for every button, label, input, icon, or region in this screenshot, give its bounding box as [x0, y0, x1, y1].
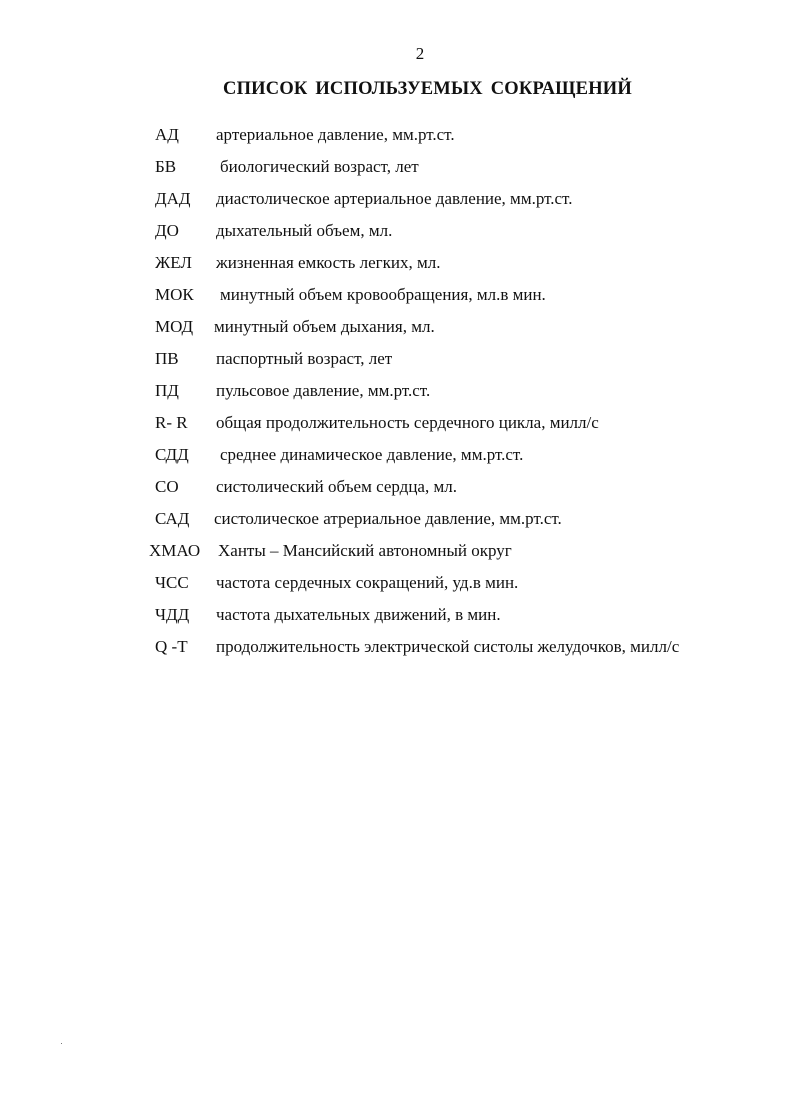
abbreviation-row — [0, 631, 793, 663]
abbreviation-definition: дыхательный объем, мл. — [216, 221, 393, 240]
abbreviation-definition: паспортный возраст, лет — [216, 349, 393, 368]
abbreviation-list — [0, 119, 793, 663]
abbreviation-row — [0, 375, 793, 407]
abbreviation-row — [0, 567, 793, 599]
abbreviation-term: ПД — [155, 381, 179, 400]
abbreviation-definition: минутный объем дыхания, мл. — [214, 317, 435, 336]
abbreviation-row — [0, 279, 793, 311]
abbreviation-term: ДО — [155, 221, 179, 240]
abbreviation-term: ХМАО — [149, 541, 201, 560]
abbreviation-term: Q -T — [155, 637, 188, 656]
abbreviation-row — [0, 151, 793, 183]
abbreviation-definition: частота дыхательных движений, в мин. — [216, 605, 501, 624]
abbreviation-row — [0, 215, 793, 247]
abbreviation-row — [0, 599, 793, 631]
abbreviation-row — [0, 119, 793, 151]
abbreviation-row — [0, 407, 793, 439]
abbreviation-definition: артериальное давление, мм.рт.ст. — [216, 125, 455, 144]
abbreviation-term: АД — [155, 125, 179, 144]
abbreviation-definition: среднее динамическое давление, мм.рт.ст. — [220, 445, 524, 464]
abbreviation-term: БВ — [155, 157, 177, 176]
abbreviation-definition: систолический объем сердца, мл. — [216, 477, 457, 496]
abbreviation-term: ЧСС — [155, 573, 189, 592]
abbreviation-term: СО — [155, 477, 179, 496]
abbreviation-term: R- R — [155, 413, 188, 432]
abbreviation-definition: жизненная емкость легких, мл. — [216, 253, 441, 272]
abbreviation-row — [0, 471, 793, 503]
abbreviation-definition: биологический возраст, лет — [220, 157, 419, 176]
abbreviation-term: ЖЕЛ — [155, 253, 192, 272]
abbreviation-definition: Ханты – Мансийский автономный округ — [218, 541, 512, 560]
page-title: СПИСОК ИСПОЛЬЗУЕМЫХ СОКРАЩЕНИЙ — [223, 79, 632, 99]
abbreviation-definition: минутный объем кровообращения, мл.в мин. — [220, 285, 546, 304]
abbreviation-definition: систолическое атрериальное давление, мм.рт.ст. — [214, 509, 562, 528]
abbreviation-row — [0, 311, 793, 343]
abbreviation-row — [0, 343, 793, 375]
scan-speck — [61, 1043, 62, 1044]
abbreviation-term: ЧДД — [155, 605, 190, 624]
abbreviation-term: ПВ — [155, 349, 179, 368]
abbreviation-term: ДАД — [155, 189, 191, 208]
abbreviation-term: САД — [155, 509, 190, 528]
abbreviation-row — [0, 503, 793, 535]
abbreviation-term: МОД — [155, 317, 194, 336]
abbreviation-term: СДД — [155, 445, 189, 464]
abbreviation-definition: пульсовое давление, мм.рт.ст. — [216, 381, 431, 400]
page-number: 2 — [415, 44, 425, 63]
abbreviation-definition: частота сердечных сокращений, уд.в мин. — [216, 573, 519, 592]
abbreviation-term: МОК — [155, 285, 194, 304]
abbreviation-row — [0, 247, 793, 279]
abbreviation-definition: общая продолжительность сердечного цикла, милл/с — [216, 413, 599, 432]
abbreviation-row — [0, 183, 793, 215]
abbreviation-definition: продолжительность электрической систолы желудочков, милл/с — [216, 637, 680, 656]
abbreviation-definition: диастолическое артериальное давление, мм.рт.ст. — [216, 189, 573, 208]
abbreviation-row — [0, 439, 793, 471]
abbreviation-row — [0, 535, 793, 567]
